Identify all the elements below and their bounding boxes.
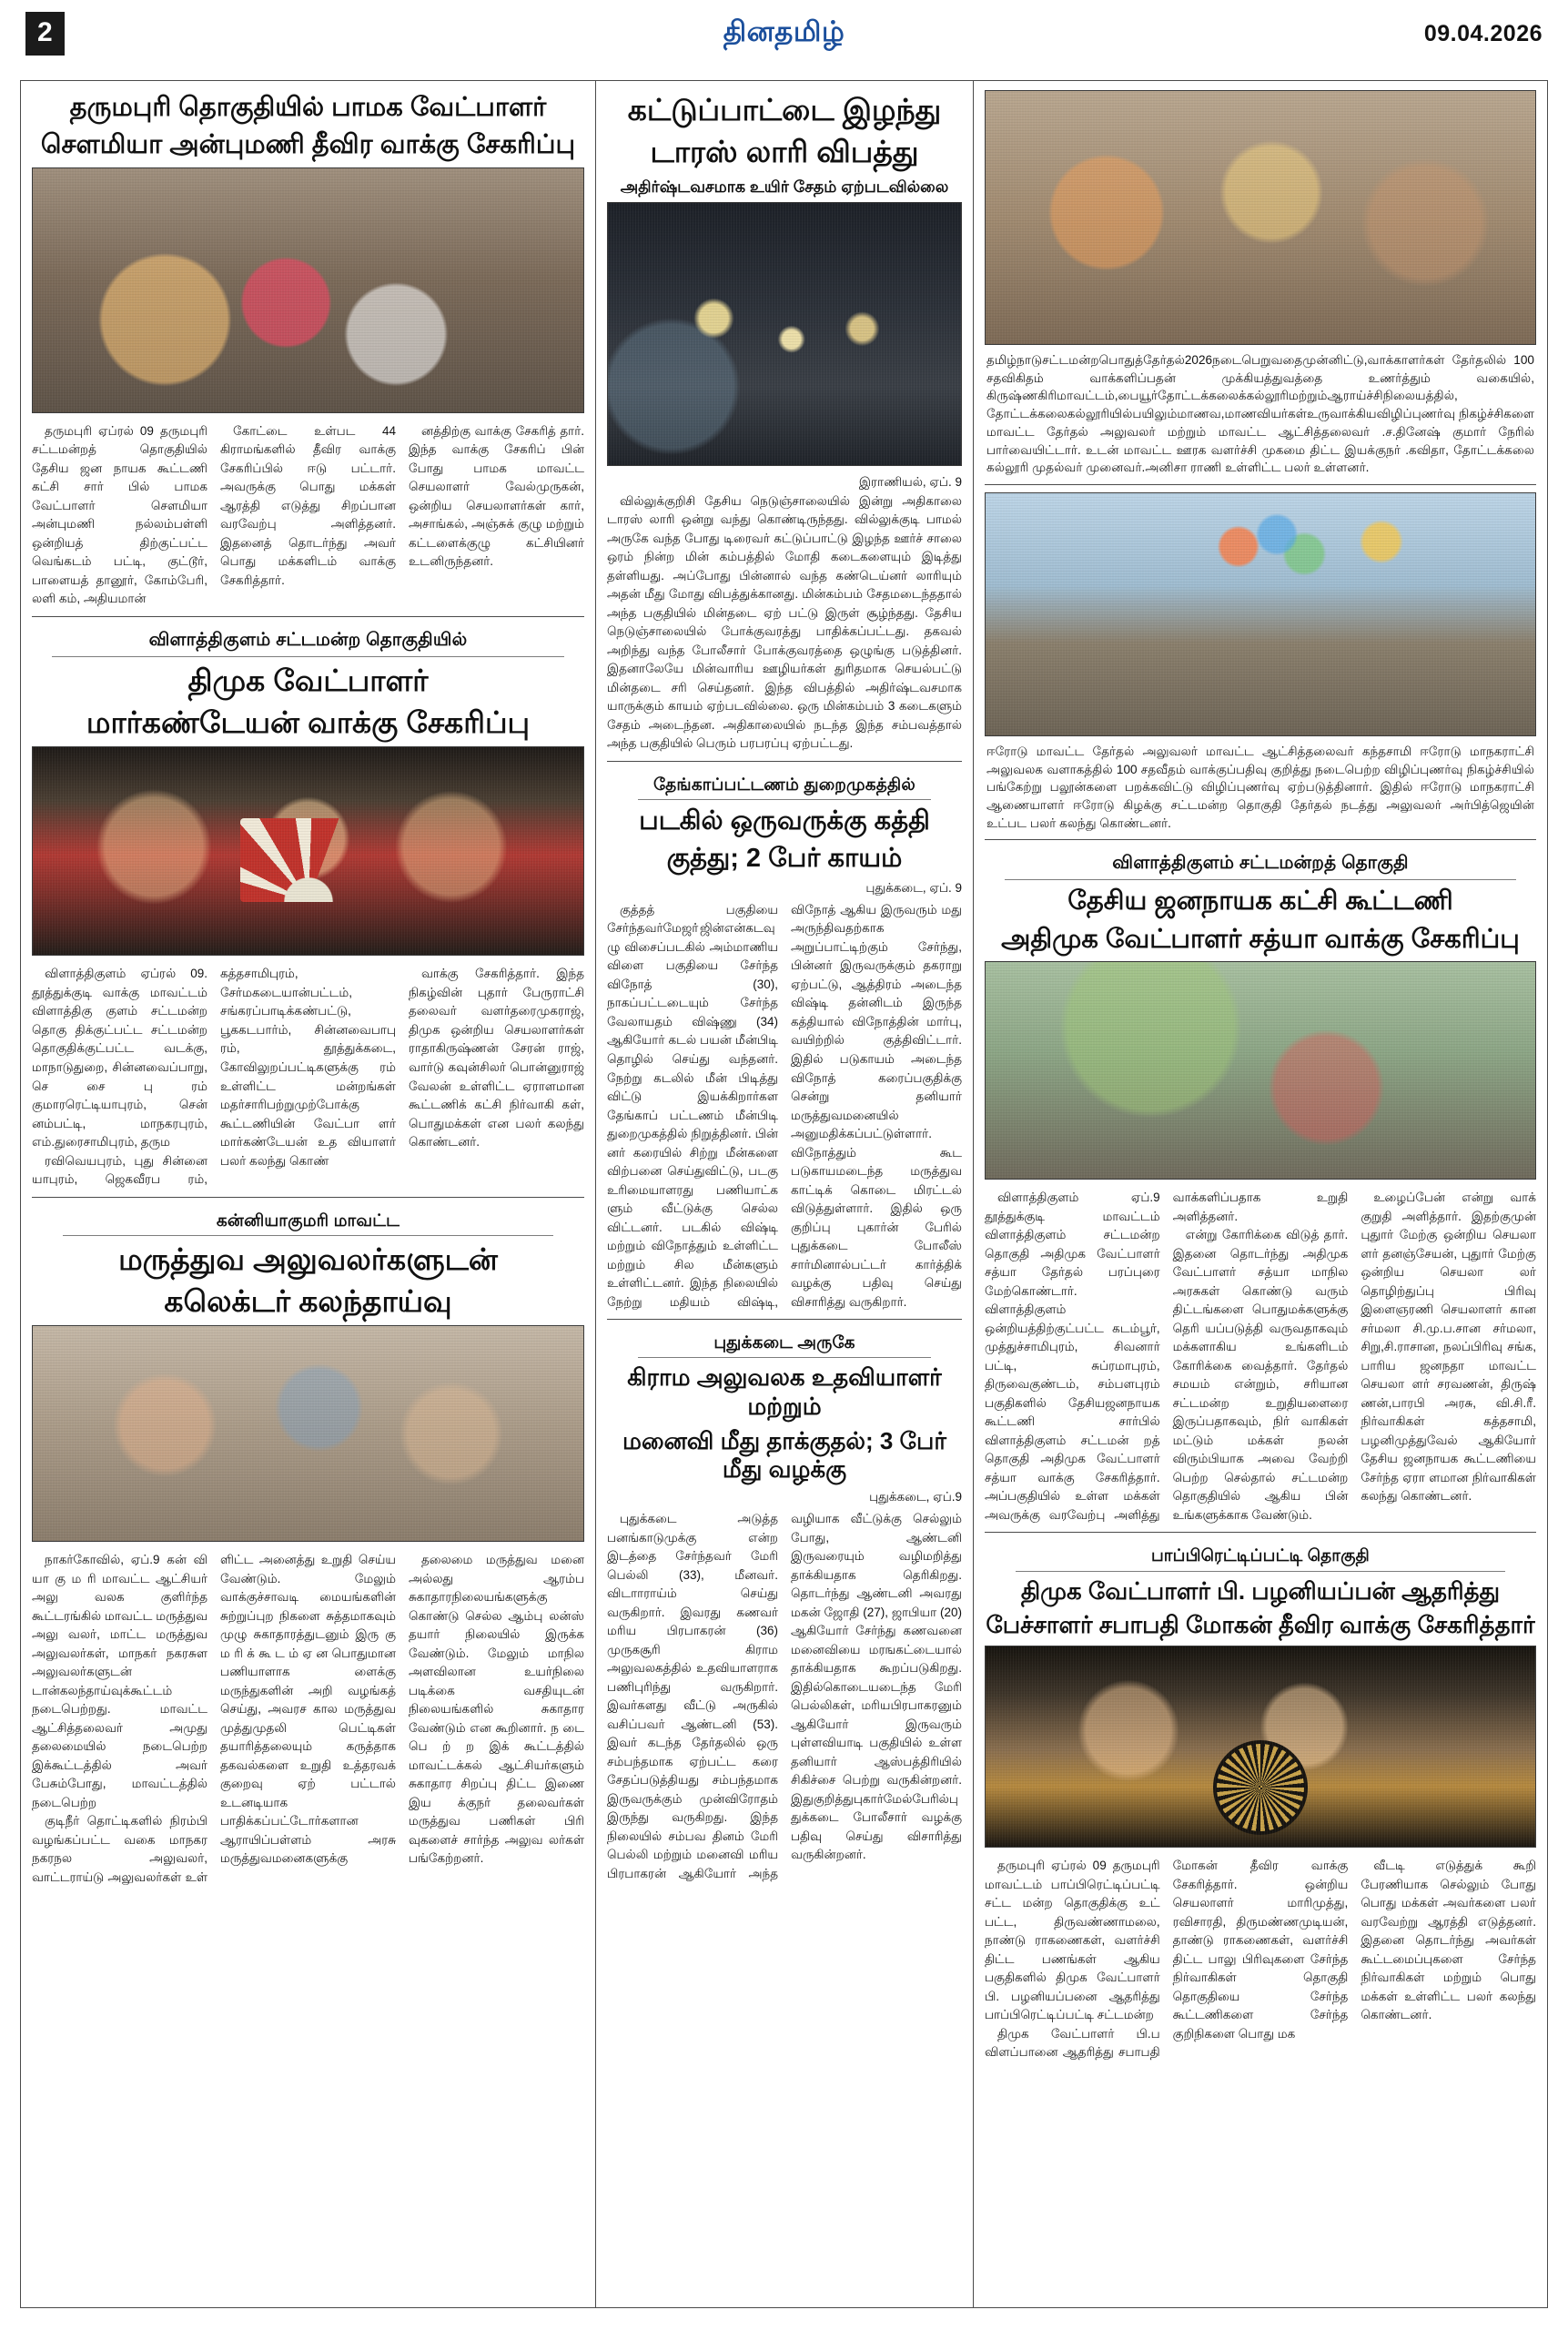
article-kicker: கன்னியாகுமரி மாவட்ட bbox=[63, 1205, 553, 1236]
article-body bbox=[607, 901, 962, 1312]
pappireddipatti-dmk-stage-photo bbox=[985, 1646, 1536, 1848]
headline-line-2: கலெக்டர் கலந்தாய்வு bbox=[164, 1283, 452, 1318]
article-kicker: தேங்காப்பட்டணம் துறைமுகத்தில் bbox=[638, 769, 931, 800]
article-erode-balloon-release bbox=[985, 492, 1536, 833]
body-column-3: னத்திற்கு வாக்கு சேகரித் தார். இந்த வாக்கு சேகரிப் பின் போது பாமக மாவட்ட செயலாளர் வேல்முருகன், ஒன்றிய செயலாளர்கள் கார், அசாங்கல், அஞ்சுக் குழு மற்றும் கட்டளைக்குழு கட்சியினர் உடனிருந்தனர். bbox=[409, 423, 584, 569]
photo-caption: தமிழ்நாடுசட்டமன்றபொதுத்தேர்தல்2026நடைபெறுவதைமுன்னிட்டு,வாக்காளர்கள் தேர்தலில் 100 சதவிகிதம் வாக்களிப்பதன் முக்கியத்துவத்தை உணர்த்தும் வகையில், கிருஷ்ணகிரிமாவட்டம்,பையூர்தோட்டக்கலைக்கல்லூரிமற்றும்ஆராய்ச்சிநிலையத்தில், தோட்டக்கலைகல்லூரியில்பயிலும்மாணவ,மாணவியர்கள்உருவாக்கியவிழிப்புணர்வு நிகழ்ச்சிகளை மாவட்ட தேர்தல் அலுவலர் மற்றும் மாவட்ட ஆட்சித்தலைவர் .ச.தினேஷ் குமார் நேரில் பார்வையிட்டார். உடன் மாவட்ட ஊரக வளர்ச்சி முகமை திட்ட இயக்குநர் .கவிதா, தோட்டக்கலை கல்லூரி முதல்வர் முனைவர்.அனிசா ராணி உள்ளிட்ட பலர் உள்ளனர். bbox=[986, 353, 1534, 475]
headline-line-2: குத்து; 2 பேர் காயம் bbox=[666, 844, 903, 874]
section-divider bbox=[607, 761, 962, 762]
photo-texture bbox=[986, 91, 1535, 344]
page-content-frame bbox=[20, 80, 1548, 2308]
body-text: வில்லுக்குறிசி தேசிய நெடுஞ்சாலையில் இன்று அதிகாலை டாரஸ் லாரி ஒன்று வந்து கொண்டிருந்தது. வில்லுக்குடி பாமல் அருகே வந்த போது டிரைவர் கட்டுப்பாட்டு இழந்த ஊர்ச் சாலை ஒரம் நின்ற மின் கம்பத்தில் மோதி கடைகளையும் இடித்து தள்ளியது. அப்போது பின்னால் வந்த கண்டெய்னர் லாரியும் அதன் மீது மோது விபத்துக்கானது. மின்கம்பம் சேதமடைந்ததால் அந்த பகுதியில் மின்தடை ஏற் பட்டு இருள் சூழ்ந்தது. தேசிய நெடுஞ்சாலையில் போக்குவரத்து பாதிக்கப்பட்டது. தகவல் அறிந்து வந்த போலீசார் போக்குவரத்தை ஒழுங்கு படுத்தினர். இதனாலேயே மின்வாரிய ஊழியர்கள் துரிதமாக செயல்பட்டு மின்தடை சரி செய்தனர். இந்த விபத்தில் அதிர்ஷ்டவசமாக யாருக்கும் காயம் ஏற்படவில்லை. ஒரு மின்கம்பம் 3 கடைகளும் சேதம் அடைந்தன. அதிகாலையில் நடந்த இந்த சம்பவத்தால் அந்த பகுதியில் பெரும் பரபரப்பு ஏற்பட்டது. bbox=[607, 493, 962, 751]
dmk-wheel-emblem bbox=[1213, 1740, 1308, 1835]
article-kicker: விளாத்திகுளம் சட்டமன்றத் தொகுதி bbox=[1005, 847, 1516, 880]
article-subheadline: அதிர்ஷ்டவசமாக உயிர் சேதம் ஏற்படவில்லை bbox=[620, 177, 949, 196]
section-divider bbox=[32, 1197, 584, 1198]
dateline: புதுக்கடை, ஏப். 9 bbox=[865, 880, 962, 895]
section-divider bbox=[985, 484, 1536, 485]
body-column-2: என்று கோரிக்கை விடுத் தார். இதனை தொடர்ந்து அதிமுக வேட்பாளர் சத்யா மாநில அரசுகள் கொண்டு வரும் திட்டங்களை பொதுமக்களுக்கு தெரி யப்படுத்தி வருவதாகவும் மக்களாகிய உங்களிடம் கோரிக்கை வைத்தார். தேர்தல் சமயம் என்றும், சரியான சட்டமன்ற உறுதியளைரை இருப்பதாகவும், நிர் வாகிகள் மட்டும் மக்கள் நலன் விரும்பியாக அவை வேற்றி பெற்ற செல்தால் சட்டமன்ற தொகுதியில் ஆகிய பின் உங்களுக்காக வேண்டும். bbox=[1172, 1228, 1349, 1522]
article-body bbox=[985, 1857, 1536, 2062]
headline-line-1: படகில் ஒருவருக்கு கத்தி bbox=[639, 806, 930, 836]
article-vilathikulam-dmk bbox=[32, 624, 584, 1190]
article-election-awareness-krishnagiri bbox=[985, 90, 1536, 477]
headline-line-1: மருத்துவ அலுவலர்களுடன் bbox=[118, 1241, 498, 1276]
section-divider bbox=[985, 1532, 1536, 1533]
issue-date: 09.04.2026 bbox=[1423, 20, 1543, 46]
headline-line-1: கட்டுப்பாட்டை இழந்து bbox=[627, 93, 942, 127]
body-column-1: நாகர்கோவில், ஏப்.9 கன் வி யா கு ம ரி மாவட்ட ஆட்சியர் அலு வலக குளிர்ந்த கூட்டரங்கில் மாவட்ட மருத்துவ அலு வலர், மாட்ட மருத்துவ அலுவலர்கள், மாநகர் நகரசுள அலுவலர்களுடன் டான்கலந்தாய்வுக்கூட்டம் நடைபெற்றது. மாவட்ட ஆட்சித்தலைவர் அமுது தலைமையில் நடைபெற்ற இக்கூட்டத்தில் அவர் பேசும்போது, மாவட்டத்தில் நடைபெற்ற bbox=[32, 1553, 207, 1809]
body-text: புதுக்கடை அடுத்த பனங்காடுமுக்கு என்ற இடத்தை சேர்ந்தவர் மேரி பெல்லி (33), மீனவர். விடாாராய்ம் செய்து வருகிறார். இவரது கணவர் மரிய பிரபாகரன் (36) முருகசூரி கிராம அலுவலகத்தில் உதவியாளராக பணிபுரிந்து வருகிறார். இவர்களது வீட்டு அருகில் வசிப்பவர் ஆண்டனி (53). இவர் கடந்த தேர்தலில் ஒரு சம்பந்தமாக ஏற்பட்ட கரை சேதப்படுத்தியது சம்பந்தமாக இருவருக்கும் முன்விரோதம் இருந்து வருகிறது. இந்த நிலையில் சம்பவ தினம் மேரி பெல்லி மற்றும் மனைவி மரிய பிரபாகரன் ஆகியோர் அந்த வழியாக வீட்டுக்கு செல்லும் போது, ஆண்டனி இருவரையும் வழிமறித்து தாக்கியதாக தெரிகிறது. தொடர்ந்து ஆண்டனி அவரது மகன் ஜோதி (27), ஜாபியா (20) ஆகியோர் சேர்ந்து கணவனை மனைவியை மரஙகட்டையால் தாக்கியதாக கூறப்படுகிறது. இதில்கொடையடைந்த மேரி பெல்லிகள், மரியபிரபாகரனும் ஆகியோர் இருவரும் புள்ளவியாடி பகுதியில் உள்ள தனியார் ஆஸ்பத்திரியில் சிகிச்சை பெற்று வருகின்றனர். இதுகுறித்துபுகார்மேல்பேரில்புதுக்கடை போலீசார் வழக்கு பதிவு செய்து விசாரித்து வருகின்றனர். bbox=[607, 1512, 962, 1880]
article-kanyakumari-collector bbox=[32, 1205, 584, 1888]
body-column-2: குடிநீர் தொட்டிகளில் நிரம்பி வழங்கப்பட்ட வகை மாநகர நகரநல அலுவலர், வாட்டராய்டு அலுவலர்கள் உள் ளிட்ட அனைத்து உறுதி செய்ய வேண்டும். மேலும் வாக்குச்சாவடி மையங்களின் சுற்றுப்புற நிகளை சுத்தமாகவும் முழு சுகாதாரத்துடனும் இரு கு ம ரி க் கூ ட ம் ஏ ன பொதுமான பணியாளாக ளைக்கு மருந்துகளின் அறி வழங்கத் செய்து, அவரச கால மருத்துவ முத்துமுதலி பெட்டிகள் தயாரித்தலையும் கருத்தாக தகவல்களை உறுதி உத்தரவக் குறைவு ஏற் பட்டால் உடனடியாக பாதிக்கப்பட்டோர்களான ஆராயிப்பள்ளம் அரசு மருத்துவமனைகளுக்கு bbox=[32, 1553, 396, 1884]
photo-texture bbox=[33, 168, 583, 412]
article-dharmapuri-pmk bbox=[32, 92, 584, 609]
body-column-1: விளாத்திகுளம் ஏப்ரல் 09. தூத்துக்குடி வாக்கு மாவட்டம் விளாத்திகு குளம் சட்டமன்ற தொகு திக்குட்பட்ட சட்டமன்ற தொகுதிக்குட்பட்ட வடக்கு, மாநாடுதுறை, சின்னவைப்பாறு, செ சை பு ரம் குமாரரெட்டியாபுரம், சென் னம்பட்டி, மாநகரபுரம், எம்.துரைசாமிபுரம், தரும bbox=[32, 967, 207, 1150]
vilathikulam-dmk-stage-photo bbox=[32, 746, 584, 956]
admk-sathya-campaign-photo bbox=[985, 961, 1536, 1180]
headline-line-2: மனைவி மீது தாக்குதல்; 3 பேர் மீது வழக்கு bbox=[622, 1426, 946, 1484]
headline-line-2: சௌமியா அன்புமணி தீவிர வாக்கு சேகரிப்பு bbox=[40, 130, 576, 160]
article-kicker: விளாத்திகுளம் சட்டமன்ற தொகுதியில் bbox=[52, 624, 564, 657]
dmk-rising-sun-emblem bbox=[240, 818, 377, 902]
section-divider bbox=[32, 616, 584, 617]
kanyakumari-collector-meeting-photo bbox=[32, 1325, 584, 1542]
photo-texture bbox=[986, 962, 1535, 1179]
middle-column bbox=[596, 81, 974, 2307]
article-body bbox=[985, 1189, 1536, 1525]
body-column-2: கோட்டை உள்பட 44 கிராமங்களில் தீவிர வாக்கு சேகரிப்பில் ஈடு பட்டார். அவருக்கு பொது மக்கள் ஆரத்தி எடுத்து சிறப்பான வரவேற்பு அளித்தனர். இதனைத் தொடர்ந்து அவர் பொது மக்களிடம் வாக்கு சேகரித்தார். bbox=[220, 423, 396, 587]
dateline: இராணியல், ஏப். 9 bbox=[858, 475, 962, 490]
dateline: புதுக்கடை, ஏப்.9 bbox=[869, 1490, 962, 1504]
headline-line-2: அதிமுக வேட்பாளர் சத்யா வாக்கு சேகரிப்பு bbox=[1001, 924, 1520, 954]
newspaper-title: தினதமிழ் bbox=[723, 15, 845, 47]
page-number: 2 bbox=[25, 12, 65, 56]
erode-balloon-release-photo bbox=[985, 492, 1536, 736]
taurus-lorry-accident-photo bbox=[607, 202, 962, 466]
body-column-2: ரவிவெயபுரம், புது சின்னை யாபுரம், ஜெகவீரப ரம், கத்தசாமிபுரம், சேர்மகடையான்பட்டம், சங்கரப்பாடிக்கண்பட்டு, பூககடபார்ம், சின்னவைபாபு ரம், தூத்துக்கடை, கோவிலுறப்பட்டிகளுக்கு ரம் உள்ளிட்ட மன்றங்கள் மதர்சாரிபற்றுமுற்போக்கு கூட்டணியின் வேட்பா ளர் மார்கண்டேயன் உத வியாளர் பலர் கலந்து கொண் bbox=[32, 967, 396, 1187]
headline-line-1: திமுக வேட்பாளர் பி. பழனியப்பன் ஆதரித்து bbox=[1020, 1576, 1501, 1605]
body-column-3: உழைப்பேன் என்று வாக் குறுதி அளித்தார். இதற்குமுன் புதுார் மேற்கு ஒன்றிய செயலா ளர் தனஞ்சேயன், புதுார் மேற்கு ஒன்றிய செயலா லர் தொழிற்துப்பு பிரிவு இளைஞரணி செயலாளர் கான சர்மலா சி.மு.ப.சான சர்மலா, சிறு,சி.ராசான, நலப்பிரிவு சங்க, பாரிய ஜனநதா மாவட்ட செயலா ளர் சரவணன், திருஷ் ணன்,பாரபி அரசு, வி.சி.ரீ. நிர்வாகிகள் கத்தசாமி, பழனிமுத்துவேல் ஆகியோர் தேசிய ஜனநாயக கூட்டணியை சேர்ந்த ஏரா ளமான நிர்வாகிகள் கலந்து கொண்டனர். bbox=[1361, 1190, 1536, 1504]
article-village-officer-assault bbox=[607, 1327, 962, 1883]
photo-texture bbox=[608, 203, 961, 465]
section-divider bbox=[607, 1319, 962, 1320]
headline-line-2: மார்கண்டேயன் வாக்கு சேகரிப்பு bbox=[86, 705, 531, 740]
dharmapuri-campaign-photo bbox=[32, 167, 584, 413]
body-column-3: வீடடி எடுத்துக் கூறி பேரணியாக செல்லும் போது பொது மக்கள் அவர்களை பலர் வரவேற்று ஆரத்தி எடுத்தனர். இதனை தொடர்ந்து அவர்கள் கூட்டமைப்புகளை சேர்ந்த நிர்வாகிகள் மற்றும் பொது மக்கள் உள்ளிட்ட பலர் கலந்து கொண்டனர். bbox=[1361, 1859, 1536, 2022]
body-column-1: தருமபுரி ஏப்ரல் 09 தருமபுரி சட்டமன்றத் தொகுதியில் தேசிய ஜன நாயக கூட்டணி கட்சி சார் பில் பாமக வேட்பாளர் சௌமியா அன்புமணி நல்லம்பள்ளி ஒன்றியத் திற்குட்பட்ட வெங்கடம் பட்டி, குட்டூர், பாளையத் தானூர், கோம்பேரி, லளி கம், அதியமான் bbox=[32, 423, 207, 606]
headline-line-1: தேசிய ஜனநாயக கட்சி கூட்டணி bbox=[1067, 886, 1453, 917]
election-awareness-exhibition-photo bbox=[985, 90, 1536, 345]
headline-line-1: தருமபுரி தொகுதியில் பாமக வேட்பாளர் bbox=[69, 93, 547, 122]
article-body bbox=[607, 1510, 962, 1883]
left-column bbox=[21, 81, 596, 2307]
photo-texture bbox=[986, 493, 1535, 735]
article-kicker: புதுக்கடை அருகே bbox=[638, 1327, 931, 1358]
body-column-3: தலைமை மருத்துவ மனை அல்லது ஆரம்ப சுகாதாரநிலையங்களுக்கு கொண்டு செல்ல ஆம்பு லன்ஸ் தயார் நிலையில் இருக்க வேண்டும். மேலும் மாநில அளவிலான உயர்நிலை படிக்கை வசதியுடன் நிலையங்களில் சுகாதார வேண்டும் என கூறினார். ந டை பெ ற் ற இக் கூட்டத்தில் மாவட்டக்கல் ஆட்சியர்களும் சுகாதார சிறப்பு திட்ட இணை இய க்குநர் தலைவர்கள் மருத்துவ பணிகள் பிரி வுகளைச் சார்ந்த அலுவ லர்கள் பங்கேற்றனர். bbox=[409, 1553, 584, 1866]
headline-line-2: டாரஸ் லாரி விபத்து bbox=[650, 135, 919, 169]
photo-caption: ஈரோடு மாவட்ட தேர்தல் அலுவலர் மாவட்ட ஆட்சித்தலைவர் கந்தசாமி ஈரோடு மாநகராட்சி அலுவலக வளாகத்தில் 100 சதவீதம் வாக்குப்பதிவு குறித்து நடைபெற்ற விழிப்புணர்வு நிகழ்ச்சியில் பங்கேற்று பலூன்களை பறக்கவிட்டு விழிப்புணர்வு ஏற்படுத்தினார். இதில் ஈரோடு மாநகராட்சி ஆணையாளர் ஈரோடு கிழக்கு சட்டமன்ற தொகுதி தேர்தல் நடத்து அலுவலர் அர்பித்ஜெயின் உட்பட பலர் கலந்து கொண்டனர். bbox=[986, 744, 1534, 830]
body-text: குத்தத் பகுதியை சேர்ந்தவர்மேஜா்ஜின்என்கடவுழு விசைப்படகில் அம்மாணிய விளை பகுதியை சேர்ந்த விநோத் (30), நாகப்பட்டடையும் சேர்ந்த வேலாயதம் விஷ்ணு (34) ஆகியோர் கடல் பயன் மீன்பிடி தொழில் செய்து வந்தனர். நேற்று கடலில் மீன் பிடித்து விட்டு இயக்கிறார்கள தேங்காப் பட்டணம் மீன்பிடி துறைமுகத்தில் நிறுத்தினர். பின் னர் கரையில் சிற்று மீன்களை விற்பனை செய்துவிட்டு, படகு உரிமையாளரது பணியாட்க ளும் வீட்டுக்கு செல்ல விட்டனர். படகில் விஷ்டி மற்றும் விநோத்தும் உள்ளிட்ட மற்றும் சில மீன்களும் உள்ளிட்டனர். இந்த நிலையில் நேற்று மதியம் விஷ்டி, விநோத் ஆகிய இருவரும் மது அருந்திவதற்காக அறுப்பாட்டிற்கும் சேர்ந்து, பின்னர் இருவருக்கும் தகராறு ஏற்பட்டு, ஆத்திரம் அடைந்த விஷ்டி தன்னிடம் இருந்த கத்தியால் விநோத்தின் மார்பு, வயிற்றில் குத்திவிட்டார். இதில் படுகாயம் அடைந்த விநோத் கரைப்பகுதிக்கு சென்று தனியார் மருத்துவமனையில் அனுமதிக்கப்பட்டுள்ளார். விநோத்தும் கூட படுகாயமடைந்த மருத்துவ காட்டிக் கொடை மிரட்டல் விடுத்துள்ளார். இதில் ஒரு குறிப்பு புகார்ன் பேரில் புதுக்கடை போலீஸ் சார்மினால்பட்டர் கார்த்திக் வழக்கு பதிவு செய்து விசாரித்து வருகிறார். bbox=[607, 902, 962, 1309]
article-body bbox=[32, 965, 584, 1189]
headline-line-1: திமுக வேட்பாளர் bbox=[187, 663, 429, 697]
article-body bbox=[32, 1551, 584, 1887]
headline-line-2: பேச்சாளர் சபாபதி மோகன் தீவிர வாக்கு சேகரித்தார் bbox=[986, 1611, 1535, 1639]
section-divider bbox=[985, 839, 1536, 840]
article-lorry-accident bbox=[607, 92, 962, 754]
article-kicker: பாப்பிரெட்டிப்பட்டி தொகுதி bbox=[1016, 1540, 1505, 1571]
headline-line-1: கிராம அலுவலக உதவியாளர் மற்றும் bbox=[627, 1363, 942, 1421]
article-body bbox=[32, 422, 584, 609]
page-masthead bbox=[0, 0, 1568, 67]
body-column-1: விளாத்திகுளம் ஏப்.9 தூத்துக்குடி மாவட்டம் விளாத்திகுளம் சட்டமன்ற தொகுதி அதிமுக வேட்பாளர் சத்யா தேர்தல் பரப்புரை மேற்கொண்டார். விளாத்திகுளம் ஒன்றியத்திற்குட்பட்ட கடம்பூர், முத்துச்சாமிபுரம், சிவனார் பட்டி, சுப்ரமாபுரம், திருவைகுண்டம், சம்பளபுரம் பகுதிகளில் தேசியஜனநாயக கூட்டணி சார்பில் விளாத்திகுளம் சட்டமன் றத் தொகுதி அதிமுக வேட்பாளர் சத்யா வாக்கு சேகரித்தார். அப்பகுதியில் உள்ள மக்கள் அவருக்கு வரவேற்பு அளித்து வாக்களிப்பதாக உறுதி அளித்தனர். bbox=[985, 1190, 1349, 1522]
article-body bbox=[607, 473, 962, 754]
right-column bbox=[974, 81, 1547, 2307]
article-boat-stabbing bbox=[607, 769, 962, 1312]
body-column-2: திமுக வேட்பாளர் பி.ப விளப்பானை ஆதரித்து சபாபதி மோகன் தீவிர வாக்கு சேகரித்தார். ஒன்றிய செயலாளர் மாரிமுத்து, ரவிசாரதி, திருமண்ணமுடியன், தாண்டு ராகணைகள், வளர்ச்சி திட்ட பாலு பிரிவுகளை சேர்ந்த நிர்வாகிகள் தொகுதி தொகுதியை சேர்ந்த கூட்டணிகளை சேர்ந்த குறிநிகளை பொது மக bbox=[985, 1859, 1349, 2060]
article-admk-sathya bbox=[985, 847, 1536, 1525]
photo-texture bbox=[33, 1326, 583, 1541]
body-column-3: வாக்கு சேகரித்தார். இந்த நிகழ்வின் புதார் பேருராட்சி தலைவர் வளர்தரைமுகராஜ், திமுக ஒன்றிய செயலாளர்கள் ராதாகிருஷ்ணன் சேரன் ராஜ், வார்டு கவுன்சிலர் பொன்னுராஜ் வேலன் உள்ளிட்ட ஏராளமான கூட்டணிக் கட்சி நிர்வாகி கள், பொதுமக்கள் என பலர் கலந்து கொண்டனர். bbox=[409, 967, 584, 1150]
body-column-1: தருமபுரி ஏப்ரல் 09 தருமபுரி மாவட்டம் பாப்பிரெட்டிப்பட்டி சட்ட மன்ற தொகுதிக்கு உட் பட்ட, திருவண்ணாமலை, நாண்டு ராகணைகள், வளர்ச்சி திட்ட பணங்கள் ஆகிய பகுதிகளில் திமுக வேட்பாளர் பி. பழனியப்பனை ஆதரித்து பாப்பிரெட்டிப்பட்டி சட்டமன்ற bbox=[985, 1859, 1160, 2022]
article-pappireddipatti-dmk bbox=[985, 1540, 1536, 2062]
